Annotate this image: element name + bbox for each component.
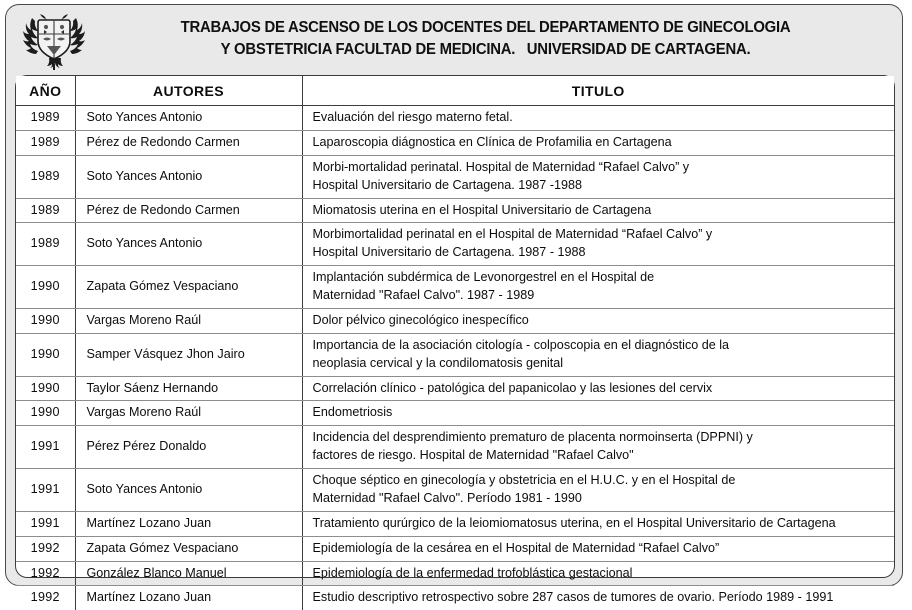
cell-author: Samper Vásquez Jhon Jairo (75, 333, 302, 376)
cell-year: 1992 (16, 586, 75, 610)
document-panel (5, 4, 903, 586)
cell-title-line: Evaluación del riesgo materno fetal. (313, 109, 887, 127)
column-header-title: TITULO (302, 76, 894, 106)
cell-year: 1991 (16, 511, 75, 536)
table-body (16, 106, 894, 610)
cell-title (302, 536, 894, 561)
table-row (16, 376, 894, 401)
cell-year: 1990 (16, 266, 75, 309)
cell-author: Soto Yances Antonio (75, 469, 302, 512)
cell-title-line: Epidemiología de la cesárea en el Hospital de Maternidad “Rafael Calvo” (313, 540, 887, 558)
cell-title-line: Endometriosis (313, 404, 887, 422)
cell-title (302, 469, 894, 512)
thesis-table (16, 76, 894, 610)
cell-author: Pérez de Redondo Carmen (75, 130, 302, 155)
cell-author: Soto Yances Antonio (75, 106, 302, 131)
table-head (16, 76, 894, 106)
table-row (16, 198, 894, 223)
table-row (16, 106, 894, 131)
cell-title (302, 376, 894, 401)
page-title-line-1: TRABAJOS DE ASCENSO DE LOS DOCENTES DEL DEPARTAMENTO DE GINECOLOGIA (110, 17, 861, 39)
cell-title-line: Hospital Universitario de Cartagena. 1987 - 1988 (313, 244, 887, 262)
cell-title-line: Maternidad "Rafael Calvo". 1987 - 1989 (313, 287, 887, 305)
cell-title (302, 308, 894, 333)
table-row (16, 586, 894, 610)
table-row (16, 333, 894, 376)
cell-title-line: Estudio descriptivo retrospectivo sobre 287 casos de tumores de ovario. Período 1989 - 1991 (313, 589, 887, 607)
cell-year: 1990 (16, 333, 75, 376)
cell-title-line: Correlación clínico - patológica del papanicolao y las lesiones del cervix (313, 380, 887, 398)
cell-title (302, 401, 894, 426)
cell-title-line: Hospital Universitario de Cartagena. 1987 -1988 (313, 177, 887, 195)
cell-year: 1989 (16, 130, 75, 155)
cell-year: 1991 (16, 469, 75, 512)
cell-year: 1989 (16, 198, 75, 223)
cell-title-line: Epidemiología de la enfermedad trofoblástica gestacional (313, 565, 887, 583)
cell-author: Vargas Moreno Raúl (75, 308, 302, 333)
cell-author: Taylor Sáenz Hernando (75, 376, 302, 401)
cell-title (302, 223, 894, 266)
cell-title-line: Morbi-mortalidad perinatal. Hospital de Maternidad “Rafael Calvo” y (313, 159, 887, 177)
cell-title-line: neoplasia cervical y la condilomatosis genital (313, 355, 887, 373)
cell-author: Soto Yances Antonio (75, 155, 302, 198)
table-row (16, 155, 894, 198)
cell-author: Martínez Lozano Juan (75, 511, 302, 536)
cell-title (302, 155, 894, 198)
cell-title-line: Dolor pélvico ginecológico inespecífico (313, 312, 887, 330)
cell-title (302, 561, 894, 586)
cell-title (302, 198, 894, 223)
cell-title-line: Incidencia del desprendimiento prematuro de placenta normoinserta (DPPNI) y (313, 429, 887, 447)
university-coat-of-arms-icon (20, 8, 88, 70)
cell-year: 1990 (16, 376, 75, 401)
table-row (16, 308, 894, 333)
cell-title-line: Choque séptico en ginecología y obstetricia en el H.U.C. y en el Hospital de (313, 472, 887, 490)
cell-year: 1992 (16, 536, 75, 561)
cell-title-line: factores de riesgo. Hospital de Maternidad "Rafael Calvo" (313, 447, 887, 465)
cell-title (302, 130, 894, 155)
cell-author: Martínez Lozano Juan (75, 586, 302, 610)
column-header-author: AUTORES (75, 76, 302, 106)
table-row (16, 223, 894, 266)
page-title-line-2: Y OBSTETRICIA FACULTAD DE MEDICINA. UNIVERSIDAD DE CARTAGENA. (110, 39, 861, 61)
table-row (16, 511, 894, 536)
cell-title (302, 426, 894, 469)
cell-author: Zapata Gómez Vespaciano (75, 266, 302, 309)
cell-title-line: Miomatosis uterina en el Hospital Universitario de Cartagena (313, 202, 887, 220)
cell-title (302, 106, 894, 131)
table-row (16, 536, 894, 561)
table-row (16, 426, 894, 469)
document-header (6, 5, 902, 73)
cell-year: 1989 (16, 155, 75, 198)
cell-title-line: Tratamiento qurúrgico de la leiomiomatosus uterina, en el Hospital Universitario de Cartagena (313, 515, 887, 533)
cell-title (302, 266, 894, 309)
cell-year: 1991 (16, 426, 75, 469)
cell-author: Vargas Moreno Raúl (75, 401, 302, 426)
cell-title-line: Morbimortalidad perinatal en el Hospital de Maternidad “Rafael Calvo” y (313, 226, 887, 244)
table-row (16, 561, 894, 586)
cell-title (302, 586, 894, 610)
cell-year: 1989 (16, 106, 75, 131)
cell-author: Pérez de Redondo Carmen (75, 198, 302, 223)
cell-author: Pérez Pérez Donaldo (75, 426, 302, 469)
cell-title-line: Maternidad "Rafael Calvo". Período 1981 - 1990 (313, 490, 887, 508)
cell-author: Soto Yances Antonio (75, 223, 302, 266)
cell-year: 1990 (16, 308, 75, 333)
table-row (16, 401, 894, 426)
cell-title (302, 511, 894, 536)
cell-year: 1990 (16, 401, 75, 426)
cell-title-line: Laparoscopia diágnostica en Clínica de Profamilia en Cartagena (313, 134, 887, 152)
column-header-year: AÑO (16, 76, 75, 106)
table-row (16, 266, 894, 309)
cell-year: 1992 (16, 561, 75, 586)
table-row (16, 130, 894, 155)
thesis-table-frame (15, 75, 895, 578)
cell-title-line: Importancia de la asociación citología - colposcopia en el diagnóstico de la (313, 337, 887, 355)
page-title (110, 17, 886, 61)
cell-author: Zapata Gómez Vespaciano (75, 536, 302, 561)
cell-title-line: Implantación subdérmica de Levonorgestrel en el Hospital de (313, 269, 887, 287)
table-row (16, 469, 894, 512)
table-header-row (16, 76, 894, 106)
cell-author: González Blanco Manuel (75, 561, 302, 586)
cell-year: 1989 (16, 223, 75, 266)
cell-title (302, 333, 894, 376)
